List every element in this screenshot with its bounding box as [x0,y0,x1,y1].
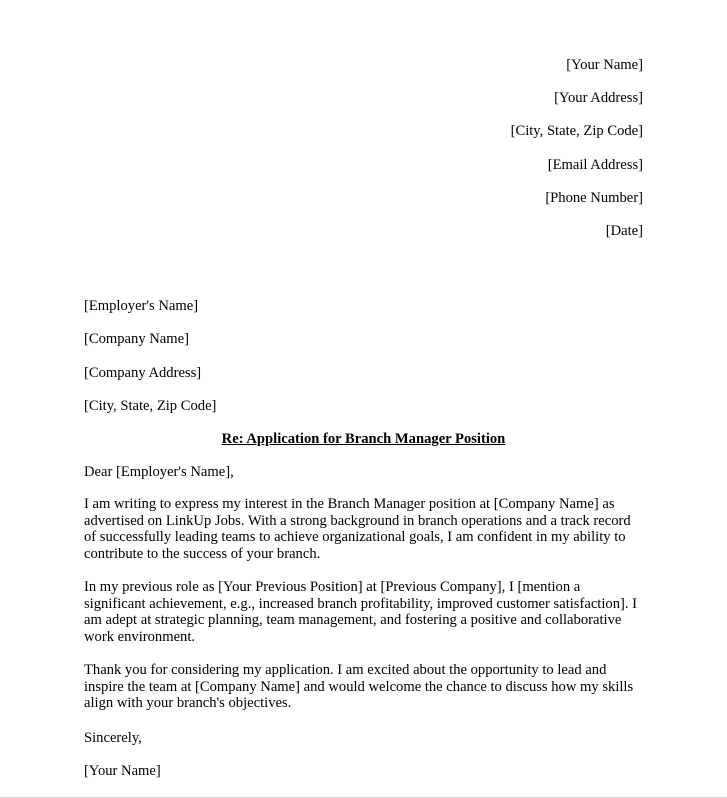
body-paragraph-3: Thank you for considering my application. I am excited about the opportunity to lead and inspire the team at [Company Name] and would welcome the chance to discuss how my skills align with your branch's objectives. [84,662,634,712]
recipient-employer-name: [Employer's Name] [84,298,199,315]
signature: [Your Name] [84,762,161,779]
spacer [84,255,643,297]
recipient-company-name: [Company Name] [84,331,189,348]
sender-phone: [Phone Number] [545,189,643,206]
letter-date: [Date] [605,222,643,239]
sender-city-state-zip: [City, State, Zip Code] [510,123,643,140]
subject-line: Re: Application for Branch Manager Position [221,430,506,447]
letter-body [84,56,643,780]
body-paragraph-2: In my previous role as [Your Previous Position] at [Previous Company], I [mention a significant achievement, e.g., increased branch profitability, improved customer satisfaction]. I am adept at strategic planning, team management, and fostering a positive and collaborative work environment. [84,579,638,645]
closing: Sincerely, [84,729,142,746]
recipient-city-state-zip: [City, State, Zip Code] [84,397,217,414]
recipient-block [84,297,643,430]
recipient-company-address: [Company Address] [84,364,202,381]
sender-email: [Email Address] [547,156,643,173]
sender-name: [Your Name] [566,57,643,73]
sender-address: [Your Address] [554,90,643,107]
sender-block [84,56,643,255]
body-paragraph-1: I am writing to express my interest in the Branch Manager position at [Company Name] as advertised on LinkUp Jobs. With a strong background in branch operations and a track record of successfully leading teams to achieve organizational goals, I am confident in my ability to contribute to the success of your branch. [84,496,631,562]
greeting: Dear [Employer's Name], [84,464,234,481]
